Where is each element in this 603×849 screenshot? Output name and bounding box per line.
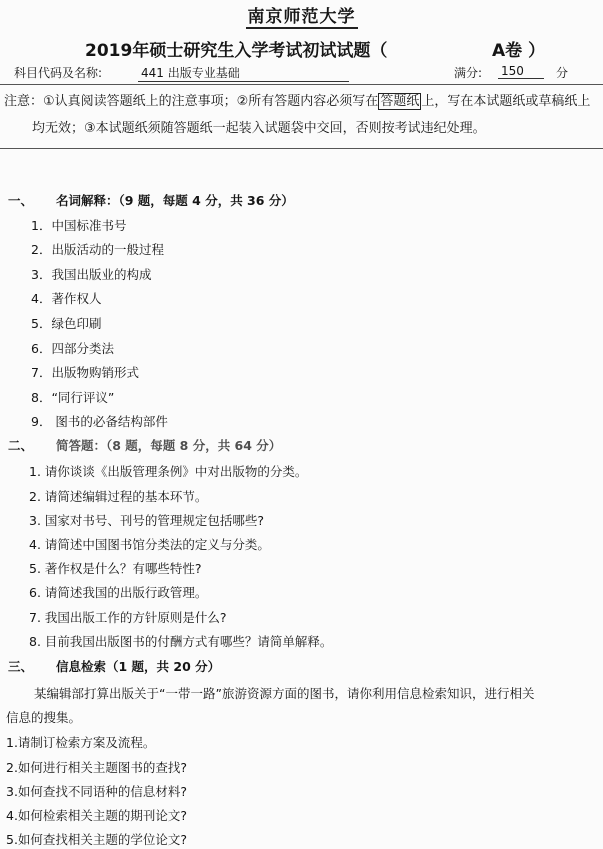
header-rule-bottom	[0, 148, 603, 149]
score-value-text: 150	[498, 64, 544, 79]
section-1-item: 4．著作权人	[31, 291, 102, 306]
section-2-item: 8. 目前我国出版图书的付酬方式有哪些？请简单解释。	[29, 634, 333, 649]
university-name	[0, 2, 603, 27]
section-2-item: 7. 我国出版工作的方针原则是什么?	[29, 610, 227, 625]
section-3-item: 3.如何查找不同语种的信息材料?	[6, 784, 188, 799]
section-2-item: 5. 著作权是什么？有哪些特性?	[29, 561, 202, 576]
subject-code-label: 科目代码及名称:	[14, 66, 103, 80]
section-3-number: 三、	[8, 659, 34, 674]
notice-line-1	[4, 89, 590, 115]
section-3-item: 1.请制订检索方案及流程。	[6, 735, 156, 750]
section-1-item: 5．绿色印刷	[31, 316, 102, 331]
section-3-paragraph-line-2: 信息的搜集。	[6, 710, 82, 725]
exam-title: 2019年硕士研究生入学考试初试试题（	[85, 41, 388, 61]
section-1-number: 一、	[8, 193, 34, 208]
section-1-item: 6．四部分类法	[31, 341, 114, 356]
section-1-item: 8．“同行评议”	[31, 390, 115, 405]
paper-label: A卷 ）	[492, 41, 546, 61]
subject-code-value-text: 441 出版专业基础	[138, 64, 349, 82]
section-3-item: 4.如何检索相关主题的期刊论文?	[6, 808, 188, 823]
score-unit: 分	[556, 66, 569, 80]
university-name-text: 南京师范大学	[247, 7, 356, 27]
section-2-title: 简答题：（8 题，每题 8 分，共 64 分）	[56, 438, 282, 453]
section-2-number: 二、	[8, 438, 34, 453]
section-3-paragraph-line-1: 某编辑部打算出版关于“一带一路”旅游资源方面的图书，请你利用信息检索知识，进行相关	[34, 686, 535, 701]
section-3-title: 信息检索（1 题，共 20 分）	[56, 659, 221, 674]
section-3-item: 5.如何查找相关主题的学位论文?	[6, 832, 188, 847]
section-1-item: 7．出版物购销形式	[31, 365, 139, 380]
section-1-title: 名词解释：（9 题，每题 4 分，共 36 分）	[56, 193, 294, 208]
section-2-item: 4. 请简述中国图书馆分类法的定义与分类。	[29, 537, 270, 552]
score-label: 满分:	[454, 66, 483, 80]
section-1-item: 9． 图书的必备结构部件	[31, 414, 168, 429]
section-2-item: 6. 请简述我国的出版行政管理。	[29, 585, 208, 600]
section-1-item: 1．中国标准书号	[31, 218, 127, 233]
section-2-item: 1. 请你谈谈《出版管理条例》中对出版物的分类。	[29, 464, 308, 479]
notice-part-2: 上，写在本试题纸或草稿纸上	[421, 94, 591, 109]
section-3-item: 2.如何进行相关主题图书的查找?	[6, 760, 188, 775]
notice-boxed-term: 答题纸	[380, 94, 420, 109]
subject-code-value	[138, 64, 349, 82]
header-rule-top	[0, 84, 603, 85]
notice-line-2: 均无效；③本试题纸须随答题纸一起装入试题袋中交回，否则按考试违纪处理。	[32, 121, 486, 136]
section-1-item: 3．我国出版业的构成	[31, 267, 152, 282]
section-1-item: 2．出版活动的一般过程	[31, 242, 164, 257]
score-value	[498, 64, 544, 79]
section-2-item: 3. 国家对书号、刊号的管理规定包括哪些?	[29, 513, 265, 528]
notice-part-1: 注意：①认真阅读答题纸上的注意事项；②所有答题内容必须写在	[4, 94, 379, 109]
section-2-item: 2. 请简述编辑过程的基本环节。	[29, 489, 208, 504]
